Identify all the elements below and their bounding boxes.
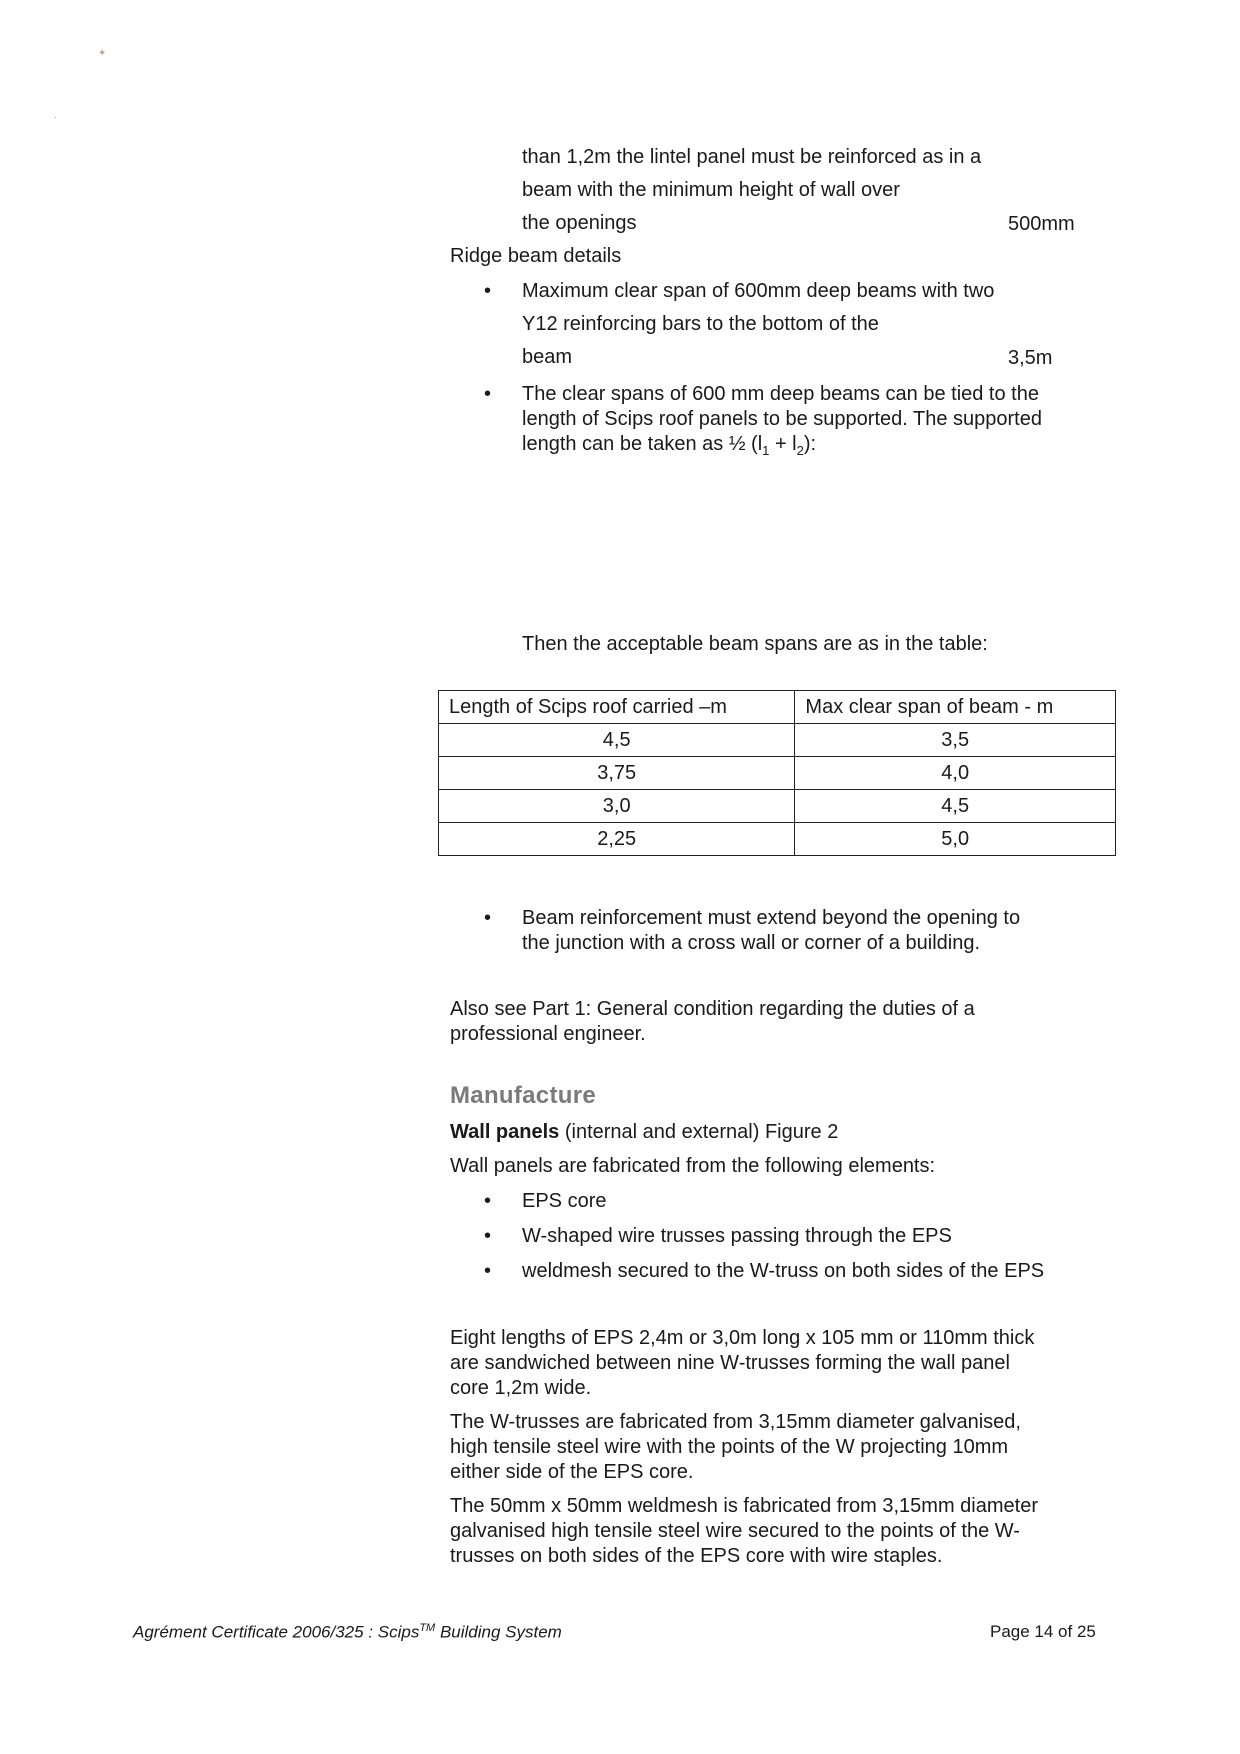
para3-line1: The 50mm x 50mm weldmesh is fabricated from 3,15mm diameter [450, 1495, 1038, 1517]
para3-line2: galvanised high tensile steel wire secured to the points of the W- [450, 1520, 1020, 1542]
manufacture-heading: Manufacture [450, 1082, 596, 1109]
table-cell: 2,25 [439, 823, 795, 856]
bullet-icon: • [484, 1190, 492, 1212]
lintel-line-3: the openings [522, 212, 637, 234]
table-header-span: Max clear span of beam - m [795, 691, 1116, 724]
bullet-icon: • [484, 383, 492, 405]
ridge-bullet2-line1: The clear spans of 600 mm deep beams can be tied to the [522, 383, 1039, 405]
ridge-bullet2-line3: length can be taken as ½ $(l_1 + l_2)$: [522, 433, 817, 458]
ridge-bullet1-line3: beam [522, 346, 573, 368]
scan-speck: ✦ [98, 48, 107, 59]
ridge-heading: Ridge beam details [450, 245, 622, 267]
table-cell: 3,5 [795, 724, 1116, 757]
para1-line3: core 1,2m wide. [450, 1377, 592, 1399]
wall-panels-intro: Wall panels are fabricated from the following elements: [450, 1155, 936, 1177]
also-see-line1: Also see Part 1: General condition regarding the duties of a [450, 998, 975, 1020]
table-cell: 4,5 [439, 724, 795, 757]
para2-line1: The W-trusses are fabricated from 3,15mm diameter galvanised, [450, 1411, 1021, 1433]
scan-speck: · [54, 112, 58, 123]
lintel-line-2: beam with the minimum height of wall over [522, 179, 900, 201]
also-see-line2: professional engineer. [450, 1023, 646, 1045]
table-cell: 3,75 [439, 757, 795, 790]
table-cell: 4,0 [795, 757, 1116, 790]
table-cell: 4,5 [795, 790, 1116, 823]
table-intro: Then the acceptable beam spans are as in the table: [522, 633, 988, 655]
bullet-icon: • [484, 1225, 492, 1247]
element-item: W-shaped wire trusses passing through the EPS [522, 1225, 952, 1247]
table-cell: 3,0 [439, 790, 795, 823]
para2-line2: high tensile steel wire with the points of the W projecting 10mm [450, 1436, 1009, 1458]
footer-page-number: Page 14 of 25 [990, 1622, 1096, 1641]
bullet3-line1: Beam reinforcement must extend beyond the opening to [522, 907, 1021, 929]
para2-line3: either side of the EPS core. [450, 1461, 694, 1483]
bullet-icon: • [484, 280, 492, 302]
element-item: EPS core [522, 1190, 607, 1212]
bullet-icon: • [484, 1260, 492, 1282]
beam-span-table [438, 690, 1116, 856]
wall-panels-subheading: Wall panels (internal and external) Figure 2 [450, 1121, 839, 1143]
ridge-bullet1-line1: Maximum clear span of 600mm deep beams with two [522, 280, 995, 302]
lintel-line-1: than 1,2m the lintel panel must be reinforced as in a [522, 146, 982, 168]
table-row [439, 724, 1116, 757]
para3-line3: trusses on both sides of the EPS core with wire staples. [450, 1545, 943, 1567]
ridge-bullet1-value: 3,5m [1008, 347, 1053, 369]
element-item: weldmesh secured to the W-truss on both sides of the EPS [522, 1260, 1045, 1282]
para1-line1: Eight lengths of EPS 2,4m or 3,0m long x 105 mm or 110mm thick [450, 1327, 1035, 1349]
bullet3-line2: the junction with a cross wall or corner of a building. [522, 932, 981, 954]
lintel-value: 500mm [1008, 213, 1075, 235]
table-row [439, 790, 1116, 823]
table-row [439, 823, 1116, 856]
ridge-bullet2-line2: length of Scips roof panels to be supported. The supported [522, 408, 1042, 430]
footer-certificate: Agrément Certificate 2006/325 : Scips™ Building System [133, 1622, 562, 1642]
table-cell: 5,0 [795, 823, 1116, 856]
bullet-icon: • [484, 907, 492, 929]
table-header-row [439, 691, 1116, 724]
table-header-length: Length of Scips roof carried –m [439, 691, 795, 724]
ridge-bullet1-line2: Y12 reinforcing bars to the bottom of the [522, 313, 879, 335]
table-row [439, 757, 1116, 790]
para1-line2: are sandwiched between nine W-trusses forming the wall panel [450, 1352, 1010, 1374]
